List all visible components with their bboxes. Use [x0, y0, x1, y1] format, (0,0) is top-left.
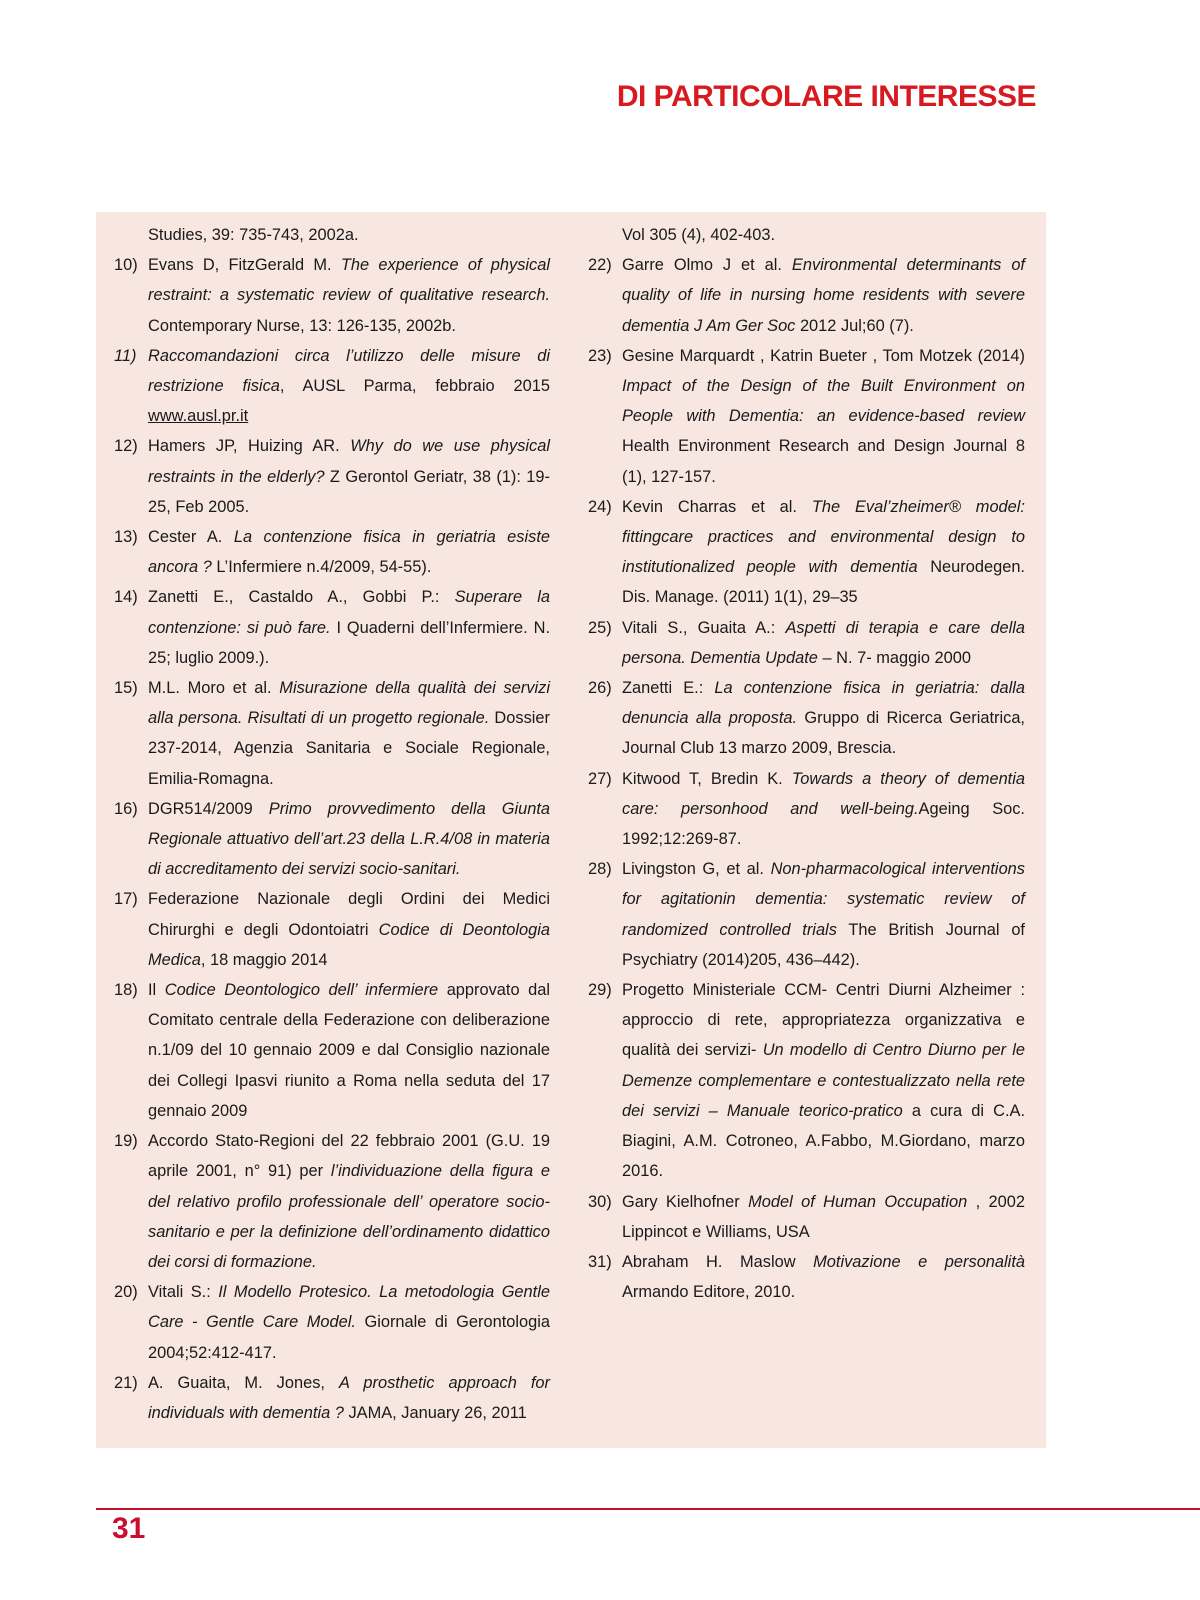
- reference-item: [588, 250, 1025, 341]
- reference-number: 27): [588, 769, 612, 788]
- reference-text: 2012 Jul;60 (7).: [795, 316, 914, 335]
- reference-title: Un modello di Centro Diurno per le Demenze complementare e contestualizzato nella rete dei servizi – Manuale teorico-pratico: [622, 1041, 1025, 1120]
- reference-item: [588, 673, 1025, 764]
- reference-number: 10): [114, 256, 138, 275]
- reference-title: Codice Deontologico dell’ infermiere: [164, 981, 439, 1000]
- reference-number: 24): [588, 497, 612, 516]
- references-column-right: [588, 220, 1025, 1307]
- reference-text: Gesine Marquardt , Katrin Bueter , Tom Motzek (2014): [622, 346, 1025, 365]
- reference-title: Codice di Deontologia Medica: [148, 920, 551, 969]
- reference-number: 22): [588, 256, 612, 275]
- reference-text: Evans D, FitzGerald M.: [148, 256, 341, 275]
- reference-item: [114, 522, 550, 582]
- reference-item: [114, 341, 550, 432]
- reference-item: [114, 582, 550, 673]
- reference-title: La contenzione fisica in geriatria esiste ancora ?: [148, 528, 551, 577]
- reference-title: The experience of physical restraint: a systematic review of qualitative research.: [148, 256, 550, 305]
- reference-text: Neurodegen. Dis. Manage. (2011) 1(1), 29–35: [622, 558, 1025, 607]
- reference-title: Motivazione e personalità: [813, 1252, 1025, 1271]
- reference-title: Non-pharmacological interventions for agitationin dementia: systematic review of randomized controlled trials: [622, 860, 1025, 939]
- reference-text: Gruppo di Ricerca Geriatrica, Journal Club 13 marzo 2009, Brescia.: [622, 709, 1025, 758]
- reference-text: Ageing Soc. 1992;12:269-87.: [622, 799, 1025, 849]
- reference-text: , AUSL Parma, febbraio 2015: [279, 377, 550, 396]
- reference-number: 31): [588, 1252, 612, 1271]
- reference-text: Gary Kielhofner: [622, 1192, 749, 1211]
- reference-number: 26): [588, 679, 612, 698]
- reference-title: Towards a theory of dementia care: personhood and well-being.: [622, 769, 1025, 818]
- reference-title: Raccomandazioni circa l’utilizzo delle misure di restrizione fisica: [148, 346, 550, 396]
- reference-text: L’Infermiere n.4/2009, 54-55).: [211, 558, 432, 577]
- reference-number: 21): [114, 1373, 138, 1392]
- reference-text: I Quaderni dell’Infermiere. N. 25; luglio 2009.).: [148, 618, 550, 667]
- reference-text: Kitwood T, Bredin K.: [622, 769, 792, 788]
- reference-number: 13): [114, 528, 138, 547]
- reference-text: JAMA, January 26, 2011: [343, 1403, 527, 1422]
- reference-continuation: Vol 305 (4), 402-403.: [622, 226, 776, 244]
- page-number: 31: [112, 1512, 146, 1545]
- reference-number: 18): [114, 981, 138, 1000]
- reference-text: Il: [148, 981, 165, 1000]
- reference-text: , 18 maggio 2014: [200, 950, 328, 969]
- reference-text: Contemporary Nurse, 13: 126-135, 2002b.: [148, 316, 456, 335]
- reference-text: , 2002 Lippincot e Williams, USA: [622, 1192, 1025, 1241]
- reference-item: [588, 1187, 1025, 1247]
- reference-number: 11): [114, 346, 137, 365]
- reference-number: 23): [588, 346, 612, 365]
- reference-item: [114, 975, 550, 1126]
- reference-number: 14): [114, 588, 138, 607]
- reference-number: 25): [588, 618, 612, 637]
- reference-text: Kevin Charras et al.: [622, 497, 812, 516]
- reference-number: 15): [114, 679, 138, 698]
- reference-text: – N. 7- maggio 2000: [817, 648, 971, 667]
- reference-text: Garre Olmo J et al.: [622, 256, 792, 275]
- section-title: DI PARTICOLARE INTERESSE: [616, 80, 1036, 113]
- reference-text: Zanetti E.:: [622, 679, 715, 698]
- reference-number: 12): [114, 437, 138, 456]
- reference-item: [114, 1368, 550, 1428]
- reference-text: Federazione Nazionale degli Ordini dei Medici Chirurghi e degli Odontoiatri: [148, 890, 550, 939]
- reference-number: 29): [588, 981, 612, 1000]
- reference-item: [114, 884, 550, 975]
- reference-continuation: Studies, 39: 735-743, 2002a.: [148, 226, 359, 244]
- reference-number: 16): [114, 799, 138, 818]
- reference-item: [114, 250, 550, 341]
- reference-title: Impact of the Design of the Built Environment on People with Dementia: an evidence-based review: [622, 377, 1025, 426]
- reference-text: M.L. Moro et al.: [148, 679, 280, 698]
- reference-title: Environmental determinants of quality of life in nursing home residents with severe dementia J Am Ger Soc: [622, 256, 1025, 335]
- reference-item: [588, 854, 1025, 975]
- reference-number: 20): [114, 1283, 138, 1302]
- reference-item: [114, 1277, 550, 1368]
- reference-item: [588, 341, 1025, 492]
- reference-item: [588, 975, 1025, 1186]
- reference-number: 19): [114, 1132, 138, 1151]
- reference-title: Aspetti di terapia e care della persona. Dementia Update: [622, 618, 1025, 667]
- reference-text: a cura di C.A. Biagini, A.M. Cotroneo, A.Fabbo, M.Giordano, marzo 2016.: [622, 1101, 1025, 1181]
- reference-text: Cester A.: [148, 528, 234, 547]
- reference-title: A prosthetic approach for individuals with dementia ?: [148, 1373, 551, 1422]
- reference-title: Model of Human Occupation: [748, 1192, 968, 1211]
- reference-text: Accordo Stato-Regioni del 22 febbraio 2001 (G.U. 19 aprile 2001, n° 91) per: [148, 1132, 550, 1181]
- reference-item: [588, 1247, 1025, 1307]
- footer-divider: [96, 1508, 1200, 1510]
- reference-title: Why do we use physical restraints in the elderly?: [148, 437, 550, 486]
- reference-number: 17): [114, 890, 138, 909]
- reference-text: Armando Editore, 2010.: [622, 1283, 796, 1302]
- reference-text: Z Gerontol Geriatr, 38 (1): 19-25, Feb 2005.: [148, 467, 551, 516]
- reference-title: Primo provvedimento della Giunta Regionale attuativo dell’art.23 della L.R.4/08 in materia di accreditamento dei servizi socio-sanitari.: [148, 799, 550, 879]
- reference-text: Hamers JP, Huizing AR.: [148, 437, 351, 456]
- reference-number: 30): [588, 1192, 612, 1211]
- reference-title: Misurazione della qualità dei servizi alla persona. Risultati di un progetto regionale.: [148, 679, 550, 728]
- reference-text: Livingston G, et al.: [622, 860, 771, 879]
- reference-text: Giornale di Gerontologia 2004;52:412-417.: [148, 1313, 551, 1362]
- reference-text: The British Journal of Psychiatry (2014)205, 436–442).: [622, 920, 1025, 969]
- reference-text: Dossier 237-2014, Agenzia Sanitaria e Sociale Regionale, Emilia-Romagna.: [148, 709, 550, 788]
- reference-text: Health Environment Research and Design Journal 8 (1), 127-157.: [622, 437, 1025, 486]
- reference-item: [114, 1126, 550, 1277]
- references-column-left: [114, 220, 550, 1428]
- reference-item: [588, 764, 1025, 855]
- references-box: [96, 212, 1046, 1448]
- reference-list-right: [588, 250, 1025, 1307]
- reference-title: Superare la contenzione: si può fare.: [148, 588, 550, 637]
- reference-list-left: [114, 250, 550, 1428]
- reference-title: La contenzione fisica in geriatria: dalla denuncia alla proposta.: [622, 679, 1025, 728]
- reference-text: Abraham H. Maslow: [622, 1252, 814, 1271]
- reference-text: Vitali S.:: [148, 1283, 219, 1302]
- reference-number: 28): [588, 860, 612, 879]
- reference-item: [114, 431, 550, 522]
- reference-title: l’individuazione della figura e del relativo profilo professionale dell’ operatore socio-sanitario e per la definizione dell’ordinamento didattico dei corsi di formazione.: [148, 1162, 550, 1271]
- reference-text: DGR514/2009: [148, 799, 269, 818]
- reference-text: Zanetti E., Castaldo A., Gobbi P.:: [148, 588, 455, 607]
- reference-text: approvato dal Comitato centrale della Federazione con deliberazione n.1/09 del 10 gennaio 2009 e dal Consiglio nazionale dei Collegi Ipasvi riunito a Roma nella seduta del 17 gennaio 2009: [148, 981, 550, 1120]
- reference-title: Il Modello Protesico. La metodologia Gentle Care - Gentle Care Model.: [148, 1283, 550, 1332]
- reference-item: [588, 613, 1025, 673]
- reference-item: [114, 794, 550, 885]
- reference-link[interactable]: www.ausl.pr.it: [148, 407, 249, 426]
- reference-text: Progetto Ministeriale CCM- Centri Diurni Alzheimer : approccio di rete, appropriatezza organizzativa e qualità dei servizi-: [622, 981, 1025, 1060]
- reference-item: [588, 492, 1025, 613]
- reference-text: Vitali S., Guaita A.:: [622, 618, 786, 637]
- reference-text: A. Guaita, M. Jones,: [148, 1373, 340, 1392]
- reference-item: [114, 673, 550, 794]
- reference-title: The Eval’zheimer® model: fittingcare practices and environmental design to institutionalized people with dementia: [622, 497, 1025, 577]
